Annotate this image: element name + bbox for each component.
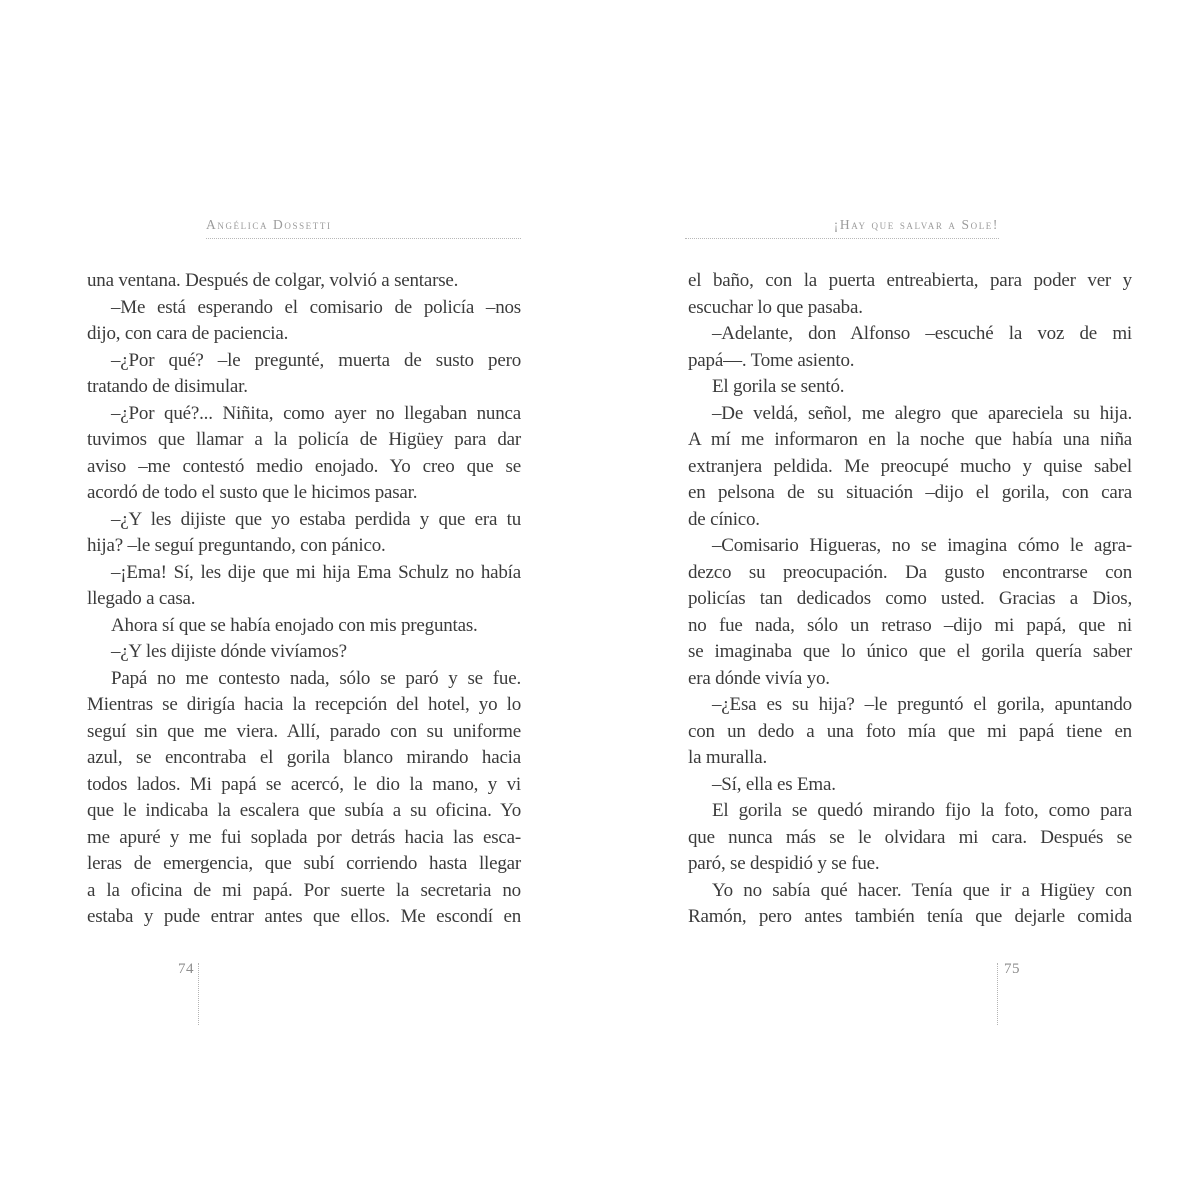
text-line: –¿Esa es su hija? –le preguntó el gorila, apuntando xyxy=(712,694,1132,715)
text-line: papá—. Tome asiento. xyxy=(688,349,855,371)
text-line: el baño, con la puerta entreabierta, para poder ver y xyxy=(688,270,1132,291)
text-line: –¡Ema! Sí, les dije que mi hija Ema Schulz no había xyxy=(111,561,521,583)
text-line: –¿Por qué? –le pregunté, muerta de susto pero xyxy=(111,349,521,371)
text-line: hija? –le seguí preguntando, con pánico. xyxy=(87,535,386,556)
text-line: –¿Por qué?... Niñita, como ayer no llegaban nunca xyxy=(111,402,521,424)
text-line: escuchar lo que pasaba. xyxy=(688,296,863,318)
page-text-right xyxy=(688,268,1132,931)
text-line: tratando de disimular. xyxy=(87,376,248,397)
text-line: llegado a casa. xyxy=(87,588,196,609)
text-line: acordó de todo el susto que le hicimos pasar. xyxy=(87,482,418,503)
page-number-left: 74 xyxy=(178,961,194,977)
page-text-left xyxy=(87,268,521,931)
text-line: –¿Y les dijiste que yo estaba perdida y que era tu xyxy=(111,508,521,530)
text-line: Ramón, pero antes también tenía que dejarle comida xyxy=(688,906,1132,927)
text-line: El gorila se quedó mirando fijo la foto, como para xyxy=(712,800,1132,821)
text-line: en pelsona de su situación –dijo el gorila, con cara xyxy=(688,482,1132,503)
text-line: –¿Y les dijiste dónde vivíamos? xyxy=(111,641,347,662)
folio-rule-left xyxy=(198,963,199,1025)
text-line: a la oficina de mi papá. Por suerte la secretaria no xyxy=(87,879,521,901)
running-header-left xyxy=(206,216,521,239)
running-header-right-text: ¡Hay que salvar a Sole! xyxy=(833,217,999,232)
text-line: dezco su preocupación. Da gusto encontrarse con xyxy=(688,561,1132,583)
page-number-right: 75 xyxy=(1004,961,1020,977)
text-line: estaba y pude entrar antes que ellos. Me escondí en xyxy=(87,906,521,927)
running-header-left-text: Angélica Dossetti xyxy=(206,217,332,232)
text-line: se imaginaba que lo único que el gorila quería saber xyxy=(688,641,1132,662)
folio-rule-right xyxy=(997,963,998,1025)
text-line: –De veldá, señol, me alegro que apareciela su hija. xyxy=(712,402,1132,424)
text-line: –Adelante, don Alfonso –escuché la voz de mi xyxy=(712,323,1132,344)
text-line: A mí me informaron en la noche que había una niña xyxy=(688,429,1132,450)
text-line: que nunca más se le olvidara mi cara. Después se xyxy=(688,826,1132,848)
text-line: seguí sin que me viera. Allí, parado con su uniforme xyxy=(87,720,521,742)
text-line: no fue nada, sólo un retraso –dijo mi papá, que ni xyxy=(688,614,1132,636)
text-line: tuvimos que llamar a la policía de Higüey para dar xyxy=(87,429,521,450)
text-line: El gorila se sentó. xyxy=(712,376,845,397)
text-line: extranjera peldida. Me preocupé mucho y quise sabel xyxy=(688,455,1132,477)
text-line: que le indicaba la escalera que subía a su oficina. Yo xyxy=(87,800,521,821)
text-line: la muralla. xyxy=(688,747,768,768)
text-line: –Comisario Higueras, no se imagina cómo le agra- xyxy=(712,535,1132,556)
text-line: policías tan dedicados como usted. Gracias a Dios, xyxy=(688,588,1132,609)
text-line: Papá no me contesto nada, sólo se paró y se fue. xyxy=(111,667,521,689)
text-line: me apuré y me fui soplada por detrás hacia las esca- xyxy=(87,826,521,848)
text-line: Mientras se dirigía hacia la recepción del hotel, yo lo xyxy=(87,694,521,715)
text-line: azul, se encontraba el gorila blanco mirando hacia xyxy=(87,747,521,768)
text-line: con un dedo a una foto mía que mi papá tiene en xyxy=(688,720,1132,742)
text-line: dijo, con cara de paciencia. xyxy=(87,323,289,344)
text-line: aviso –me contestó medio enojado. Yo creo que se xyxy=(87,455,521,477)
text-line: Yo no sabía qué hacer. Tenía que ir a Higüey con xyxy=(712,879,1132,901)
text-line: era dónde vivía yo. xyxy=(688,667,830,689)
text-line: –Sí, ella es Ema. xyxy=(712,773,836,795)
running-header-right xyxy=(685,216,999,239)
text-line: paró, se despidió y se fue. xyxy=(688,853,880,874)
text-line: todos lados. Mi papá se acercó, le dio la mano, y vi xyxy=(87,773,521,795)
text-line: leras de emergencia, que subí corriendo hasta llegar xyxy=(87,853,521,874)
text-line: –Me está esperando el comisario de policía –nos xyxy=(111,296,521,318)
text-line: una ventana. Después de colgar, volvió a sentarse. xyxy=(87,270,459,291)
text-line: de cínico. xyxy=(688,508,760,530)
text-line: Ahora sí que se había enojado con mis preguntas. xyxy=(111,614,478,636)
